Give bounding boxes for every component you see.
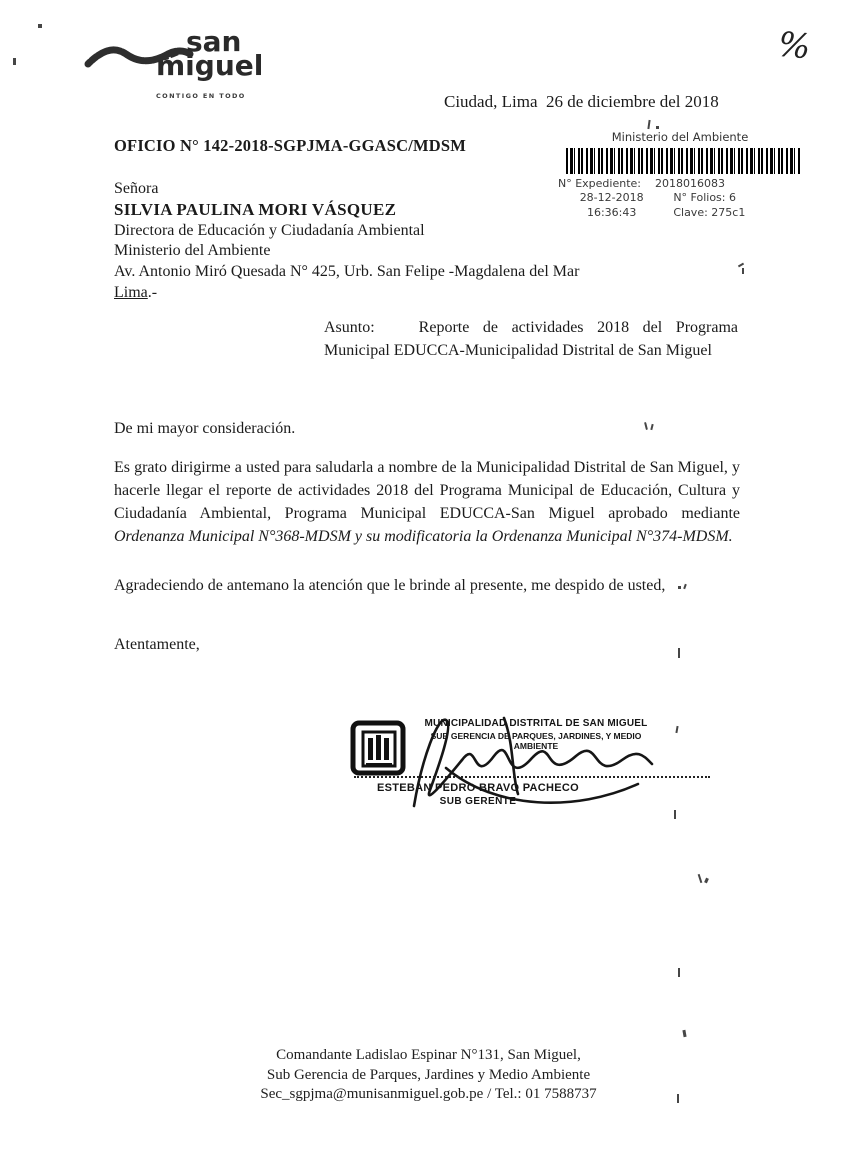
scan-artifact: [650, 424, 653, 430]
scan-artifact: [647, 120, 650, 129]
scan-artifact: [38, 24, 42, 28]
signatory-title: SUB GERENTE: [439, 796, 517, 807]
scan-artifact: [738, 263, 744, 268]
stamp-date: 28-12-2018: [579, 191, 644, 204]
body-paragraph-1: [114, 456, 740, 548]
stamp-ministry-name: Ministerio del Ambiente: [611, 130, 749, 144]
subject-label: Asunto:: [324, 319, 375, 336]
handwritten-percent-mark: %: [775, 24, 813, 68]
paragraph-1-normal: Es grato dirigirme a usted para saludarla a nombre de la Municipalidad Distrital de San Miguel, y hacerle llegar el reporte de actividades 2018 del Programa Municipal de Educación, Cultura y Ciudadanía Ambiental, Programa Municipal EDUCCA-San Miguel aprobado mediante: [114, 459, 740, 522]
greeting-line: De mi mayor consideración.: [114, 420, 296, 437]
recipient-organization: Ministerio del Ambiente: [114, 242, 271, 260]
logo-wordmark: [156, 25, 264, 82]
footer-email-phone-line: Sec_sgpjma@munisanmiguel.gob.pe / Tel.: 01 7588737: [260, 1086, 597, 1102]
scan-artifact: [704, 878, 709, 884]
signature-stamp-org-line2: SUB GERENCIA DE PARQUES, JARDINES, Y MEDIO AMBIENTE: [430, 731, 642, 751]
recipient-city: Lima: [114, 283, 148, 301]
oficio-number: OFICIO N° 142-2018-SGPJMA-GGASC/MDSM: [114, 136, 467, 155]
scan-artifact: [13, 58, 16, 65]
scan-artifact: [678, 648, 680, 658]
stamp-expediente-label: N° Expediente:: [558, 177, 641, 190]
closing-line: Atentamente,: [114, 636, 200, 653]
signature-stamp-org-line1: MUNICIPALIDAD DISTRITAL DE SAN MIGUEL: [424, 718, 648, 729]
stamp-expediente-row: [556, 177, 804, 190]
footer-contact-block: [0, 1046, 857, 1105]
stamp-time: 16:36:43: [586, 206, 637, 219]
barcode: [566, 148, 800, 174]
stamp-folios: N° Folios: 6: [673, 191, 736, 204]
scan-artifact: [678, 968, 680, 977]
logo-tagline: CONTIGO EN TODO: [156, 92, 246, 100]
signatory-name: ESTEBAN PEDRO BRAVO PACHECO: [376, 782, 580, 794]
date-line: Ciudad, Lima 26 de diciembre del 2018: [444, 92, 719, 111]
recipient-title: Directora de Educación y Ciudadanía Ambiental: [114, 221, 425, 239]
recipient-address: Av. Antonio Miró Quesada N° 425, Urb. San Felipe -Magdalena del Mar: [114, 263, 580, 281]
reception-stamp: [556, 130, 804, 220]
stamp-clave: Clave: 275c1: [673, 206, 746, 219]
subject-block: [324, 317, 738, 362]
subject-text: Reporte de actividades 2018 del Programa Municipal EDUCCA-Municipalidad Distrital de San Miguel: [324, 319, 738, 359]
stamp-expediente-number: 2018016083: [655, 177, 725, 190]
scan-artifact: [644, 422, 648, 430]
body-paragraph-2: Agradeciendo de antemano la atención que le brinde al presente, me despido de usted,: [114, 577, 666, 594]
recipient-city-suffix: .-: [147, 283, 158, 301]
recipient-block: [114, 179, 579, 304]
scan-artifact: [682, 1030, 686, 1037]
logo-word-san: san: [186, 25, 242, 58]
scan-artifact: [742, 268, 744, 274]
scan-artifact: [678, 586, 681, 589]
signature-dotted-line: [354, 776, 710, 778]
scan-artifact: [677, 1094, 679, 1103]
footer-address-line: Comandante Ladislao Espinar N°131, San Miguel,: [276, 1047, 581, 1063]
stamp-detail-row-1: [556, 190, 804, 205]
recipient-name: SILVIA PAULINA MORI VÁSQUEZ: [114, 199, 397, 219]
recipient-salutation: Señora: [114, 180, 159, 197]
logo-word-miguel: miguel: [156, 48, 264, 82]
scan-artifact: [674, 810, 676, 819]
paragraph-1-ordinance-italic: Ordenanza Municipal N°368-MDSM y su modificatoria la Ordenanza Municipal N°374-MDSM.: [114, 528, 733, 545]
footer-office-line: Sub Gerencia de Parques, Jardines y Medio Ambiente: [266, 1066, 591, 1083]
scan-artifact: [698, 874, 703, 883]
san-miguel-logo: [84, 25, 314, 100]
recipient-city-line: [114, 283, 579, 304]
signature-block: [348, 714, 718, 834]
stamp-detail-row-2: [556, 205, 804, 220]
scan-artifact: [656, 126, 659, 129]
